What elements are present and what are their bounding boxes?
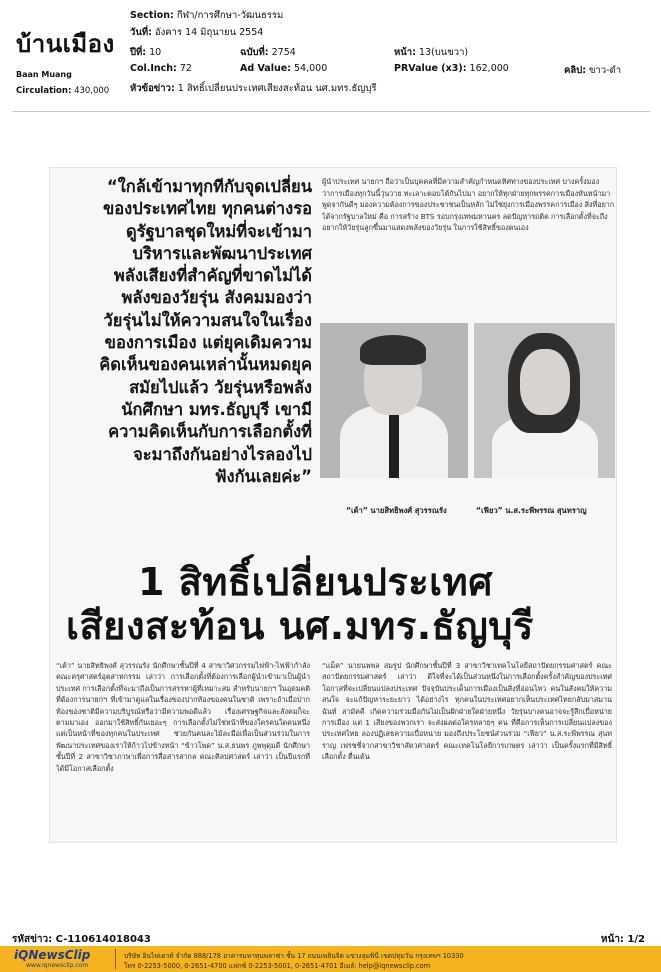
quote-line: “ใกล้เข้ามาทุกทีกับจุดเปลี่ยน <box>106 177 312 196</box>
body-column-left: “เต้า” นายสิทธิพงศ์ สุวรรณรัง นักศึกษาชั้นปีที่ 4 สาขาวิศวกรรมไฟฟ้า-ไฟฟ้ากำลัง คณะครุศาสตร์อุตสาหกรรม เล่าว่า การเลือกตั้งที่ต้องการเลือกผู้นำเข้ามาเป็นผู้นำประเทศ การเลือกตั้งที่จะมาถึงเป็นการสรรหาผู้ที่เหมาะสม สำหรับนายกฯ ในอุดมคติที่ต้องการนายกฯ ที่เข้ามาดูแลในเรื่องของปากท้องของคนในชาติ เพราะถ้าเมื่อปากท้องของชาติมีความบริบูรณ์หรือว่ามีความพอดีแล้ว เรื่องเศรษฐกิจและสังคมก็จะตามมาเอง ออกมาใช้สิทธิ์กันเยอะๆ การเลือกตั้งไม่ใช่หน้าที่ของใครคนใดคนหนึ่ง แต่เป็นหน้าที่ของทุกคนในประเทศ ช่วยกันคนละไม้ละมือเพื่อเป็นส่วนร่วมในการพัฒนาประเทศของเราให้ก้าวไปข้างหน้า “ข้าวโพด” น.ส.ธนพร ภูพพุดุมดี นักศึกษาชั้นปีที่ 2 สาขาวิชาภาษาเพื่อการสื่อสารสากล คณะศิลปศาสตร์ เล่าว่า เป็นปีแรกที่ได้มีโอกาสเลือกตั้ง <box>56 661 310 773</box>
clip-value: ขาว-ดำ <box>589 65 622 76</box>
page-label: หน้า: <box>394 47 416 58</box>
quote-line: วัยรุ่นไม่ให้ความสนใจในเรื่อง <box>103 310 312 330</box>
ad-value-label: Ad Value: <box>240 63 291 74</box>
headline-value: 1 สิทธิ์เปลี่ยนประเทศเสียงสะท้อน นศ.มทร.ธัญบุรี <box>177 83 377 94</box>
quote-line: ดูรัฐบาลชุดใหม่ที่จะเข้ามา <box>126 221 312 241</box>
meta-headline <box>130 81 377 96</box>
article-headline-line2: เสียงสะท้อน นศ.มทร.ธัญบุรี <box>66 604 534 648</box>
page-value: 13(บนขวา) <box>418 47 469 58</box>
meta-ad-value <box>240 63 327 74</box>
quote-line: จะมาถึงกันอย่างไรลองไป <box>133 444 312 464</box>
ad-value-value: 54,000 <box>294 63 328 74</box>
quote-line: พลังเสียงที่สำคัญที่ขาดไม่ได้ <box>113 266 312 286</box>
footer-bar <box>0 946 661 972</box>
meta-date <box>130 25 263 40</box>
headline-label: หัวข้อข่าว: <box>130 83 175 94</box>
colinch-value: 72 <box>179 63 192 74</box>
newspaper-logo: บ้านเมือง <box>16 30 115 58</box>
issue-value: 2754 <box>271 47 296 58</box>
quote-line: สมัยไปแล้ว วัยรุ่นหรือพลัง <box>129 377 312 397</box>
body-column-right: “แม็ค” นายนพพล สมรูป นักศึกษาชั้นปีที่ 3 สาขาวิชาเทคโนโลยีสถาปัตยกรรมศาสตร์ คณะสถาปัตยกรรมศาสตร์ เล่าว่า ดีใจที่จะได้เป็นส่วนหนึ่งในการเลือกตั้งครั้งสำคัญของประเทศ โอกาสที่จะเปลี่ยนแปลงประเทศ ปัจจุบันประเด็นการเมืองเป็นสิ่งที่อ่อนไหว คนในสังคมให้ความสนใจ จะแก้ปัญหาระยะยาว ได้อย่างไร ทุกคนในประเทศอยากเห็นประเทศไทยกลับมาสมานฉันท์ สามัคคี เกิดความร่วมมือกันไม่เป็นฝักฝ่ายใดฝ่ายหนึ่ง วัยรุ่นบางคนอาจจะรู้สึกเบื่อหน่ายการเมือง แต่ 1 เสียงของพวกเรา จะส่งผลต่อใครหลายๆ คน ที่คือการเห็นการเปลี่ยนแปลงของประเทศไทย ลองปฏิเสธความเบื่อหน่าย มองถึงประโยชน์ส่วนร่วม “เฟียว” น.ส.ระพีพรรณ สุนทราญ เฟรชชี่จากสาขาวิชาสัตวศาสตร์ คณะเทคโนโลยีการเกษตร เล่าว่า เป็นครั้งแรกที่มีสิทธิ์เลือกตั้ง ตื่นเต้น <box>322 661 612 762</box>
quote-line: ความคิดเห็นกับการเลือกตั้งที่ <box>108 422 312 442</box>
footer-divider <box>115 949 116 969</box>
section-label: Section: <box>130 10 174 21</box>
photo-student-tao <box>320 323 468 478</box>
news-code-value: C-110614018043 <box>55 934 151 945</box>
quote-line: พลังของวัยรุ่น สังคมมองว่า <box>121 288 312 308</box>
quote-line: ของการเมือง แต่ยุคเดิมความ <box>104 333 312 353</box>
quote-line: คิดเห็นของคนเหล่านั้นหมดยุค <box>99 355 312 375</box>
date-label: วันที่: <box>130 27 152 38</box>
news-code-label: รหัสข่าว: <box>12 934 53 945</box>
pull-quote <box>54 176 312 548</box>
meta-issue <box>240 45 296 60</box>
page-number <box>601 932 645 947</box>
prvalue-label: PRValue (x3): <box>394 63 467 74</box>
footer-website: www.iqnewsclip.com <box>26 962 89 969</box>
circulation-value: 430,000 <box>74 86 110 96</box>
page-number-value: 1/2 <box>627 934 645 945</box>
meta-year <box>130 45 161 60</box>
face-shape <box>520 349 570 415</box>
clip-label: คลิป: <box>564 65 587 76</box>
footer-address: บริษัท อินไฟเดวท์ จำกัด 888/178 อาคารมหาทุนพลาซ่า ชั้น 17 ถนนเพลินจิต แขวงลุมพินี เขตปทุมวัน กรุงเทพฯ 10330 <box>124 952 464 960</box>
meta-colinch <box>130 63 192 74</box>
date-value: อังคาร 14 มิถุนายน 2554 <box>154 27 264 38</box>
meta-page <box>394 45 468 60</box>
header-divider <box>12 111 650 112</box>
article-headline-line1: 1 สิทธิ์เปลี่ยนประเทศ <box>138 560 493 604</box>
quote-line: บริหารและพัฒนาประเทศ <box>132 243 312 263</box>
meta-clip <box>564 63 621 78</box>
year-label: ปีที่: <box>130 47 147 58</box>
issue-label: ฉบับที่: <box>240 47 269 58</box>
news-code <box>12 932 151 947</box>
photo-student-fiew <box>474 323 615 478</box>
colinch-label: Col.Inch: <box>130 63 177 74</box>
prvalue-value: 162,000 <box>469 63 509 74</box>
quote-line: นักศึกษา มทร.ธัญบุรี เขามี <box>121 399 312 419</box>
quote-line: ฟังกันเลยค่ะ” <box>214 466 312 486</box>
quote-line: ของประเทศไทย ทุกคนต่างรอ <box>102 199 312 219</box>
circulation <box>16 86 109 96</box>
circulation-label: Circulation: <box>16 86 72 96</box>
section-value: กีฬา/การศึกษา-วัฒนธรรม <box>176 10 284 21</box>
clipping-header <box>12 6 652 98</box>
footer-contact: โทร 0-2253-5000, 0-2651-4700 แฟกซ์ 0-2253-5001, 0-2651-4701 อีเมล์: help@iqnewsclip.com <box>124 962 431 970</box>
meta-section <box>130 8 283 23</box>
meta-prvalue <box>394 63 509 74</box>
intro-paragraph: ผู้นำประเทศ นายกฯ ถือว่าเป็นบุคคลที่มีความสำคัญกำหนดทิศทางของประเทศ บางครั้งมองว่าการเมืองทุกวันนี้วุ่นวาย ทะเลาะตอบโต้กันไปมา อยากให้ทุกฝ่ายทุกพรรคการเมืองหันหน้ามาพูดจากันดีๆ มองความต้องการของประชาชนเป็นหลัก ไม่ใช่ยุ่งการเมืองพรรคการเมือง สิ่งที่อยากได้จากรัฐบาลใหม่ คือ การสร้าง BTS รอบกรุงเทพมหานคร ลดปัญหารถติด การเลือกตั้งที่จะถึงอยากให้วัยรุ่นลูกขึ้นมาแสดงพลังของวัยรุ่น ในการใช้สิทธิ์ของตนเอง <box>322 177 615 233</box>
tie-shape <box>389 409 399 478</box>
year-value: 10 <box>149 47 162 58</box>
page-number-label: หน้า: <box>600 934 624 945</box>
source-name: Baan Muang <box>16 70 72 79</box>
hair-shape <box>360 335 426 365</box>
iqnewsclip-logo: iQNewsClip <box>14 948 91 962</box>
caption-left: “เต้า” นายสิทธิพงศ์ สุวรรณรัง <box>346 506 447 515</box>
caption-right: “เฟียว” น.ส.ระพีพรรณ สุนทราญ <box>476 506 587 515</box>
